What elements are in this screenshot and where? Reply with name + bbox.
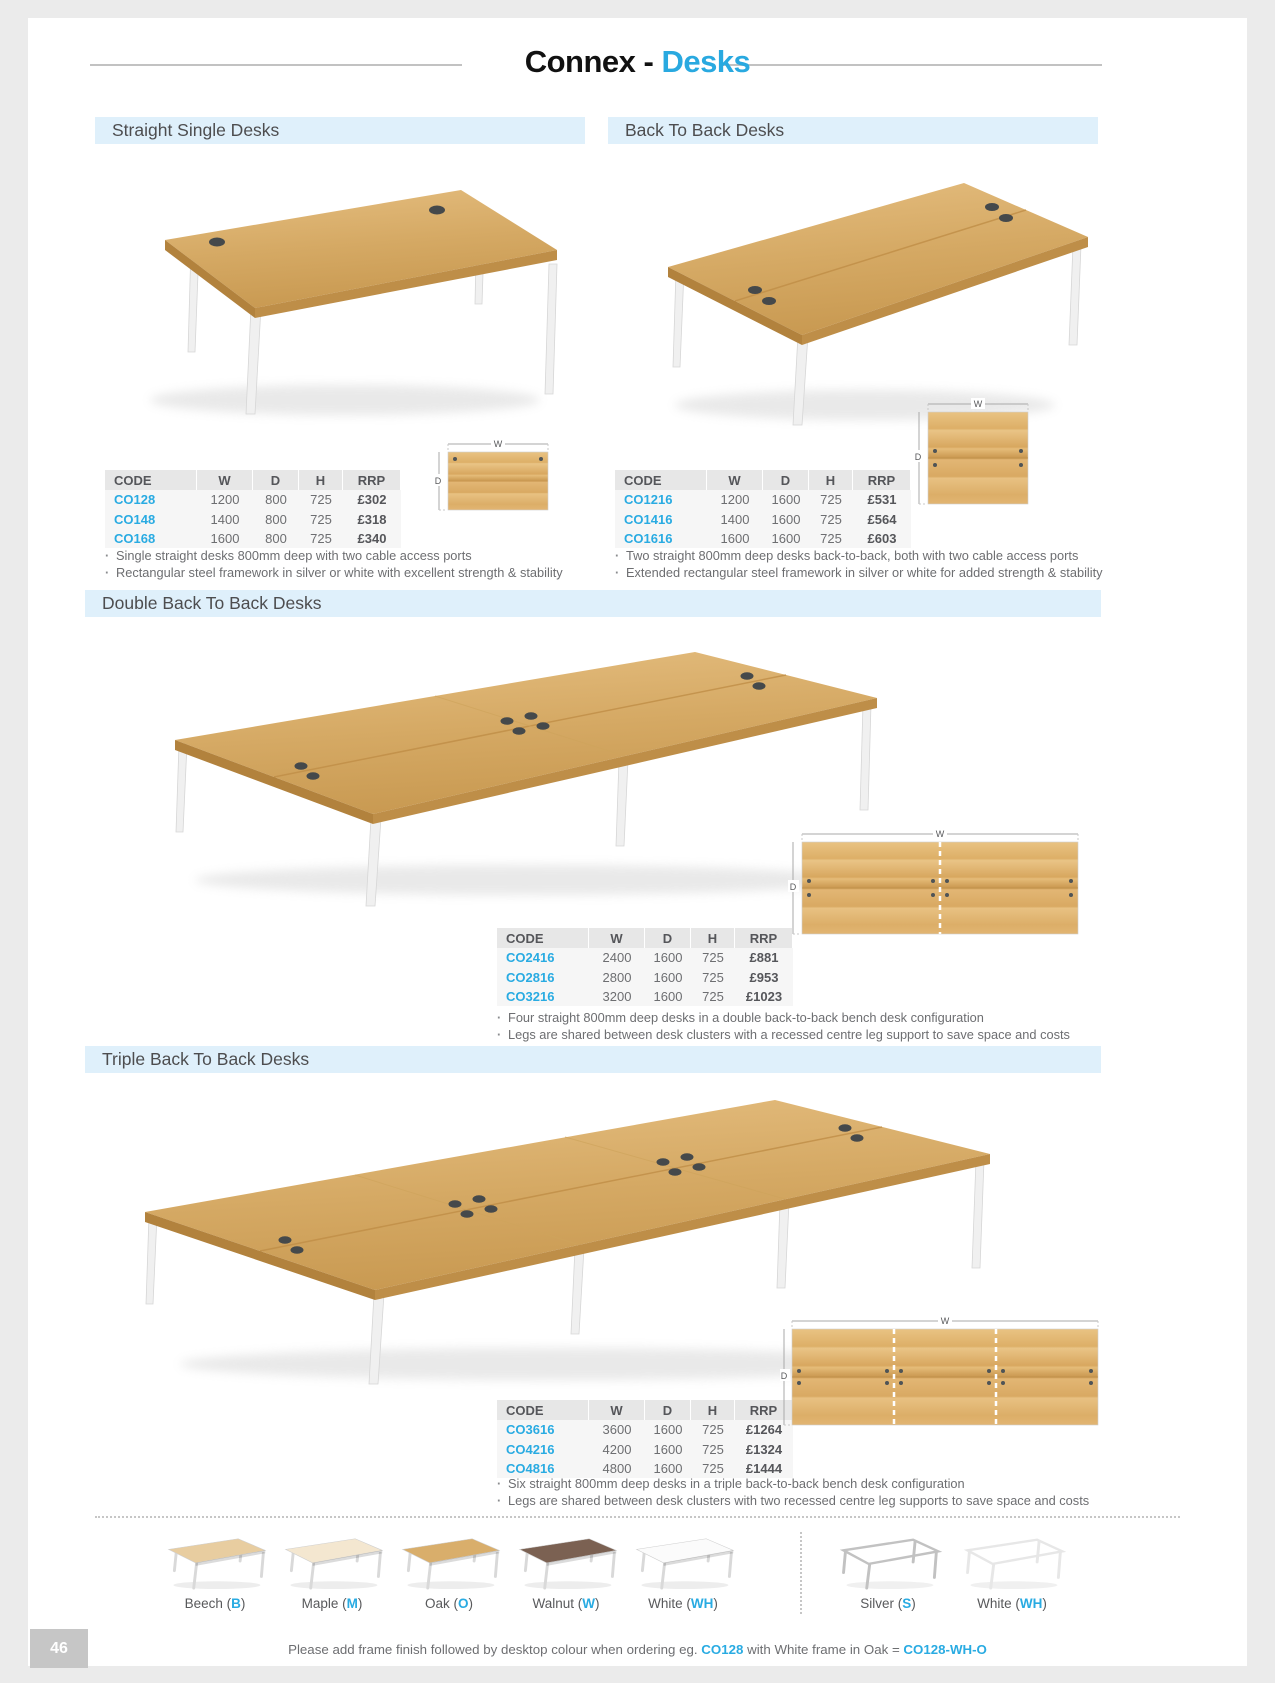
frame-thumbnail [830,1530,946,1592]
rrp-value: £1324 [745,1441,783,1457]
product-code: CO1216 [624,492,673,507]
bullet-item: · Two straight 800mm deep desks back-to-back, both with two cable access ports [613,548,1133,565]
height-value: 725 [310,531,332,546]
width-value: 1600 [720,531,750,546]
height-value: 725 [310,492,332,507]
column-header-w: W [589,928,645,948]
rrp-value: £318 [357,511,387,527]
page-title-accent: Desks [661,44,751,79]
d-dimension-label: D [434,476,442,486]
product-code: CO3616 [506,1422,555,1437]
table-row [105,490,401,510]
depth-value: 1600 [771,511,801,527]
width-value: 1400 [720,511,750,527]
column-header-h: H [691,1400,735,1420]
rrp-value: £1023 [745,989,783,1004]
column-header-code: CODE [105,470,197,490]
product-code: CO3216 [506,989,555,1004]
table-header-row [497,928,793,948]
width-value: 1200 [210,492,240,507]
w-dimension-label: W [973,399,983,409]
finish-swatch-walnut [508,1530,624,1611]
column-header-rrp: RRP [735,928,793,948]
straight-desk-illustration [105,152,565,427]
product-code: CO4816 [506,1461,555,1476]
depth-value: 1600 [771,492,801,507]
desk-thumbnail [274,1530,390,1592]
width-value: 1600 [210,531,240,546]
height-value: 725 [702,969,724,985]
column-header-code: CODE [615,470,707,490]
column-header-code: CODE [497,1400,589,1420]
double-bullets [495,1010,1105,1043]
product-code: CO2816 [506,969,555,985]
section-heading-double: Double Back To Back Desks [85,590,1101,617]
column-header-rrp: RRP [735,1400,793,1420]
finish-label: Silver (S) [860,1596,916,1611]
straight-desk-bullets [103,548,613,581]
section-heading-straight: Straight Single Desks [95,117,585,144]
frame-thumbnail [954,1530,1070,1592]
depth-value: 1600 [653,1441,683,1457]
width-value: 4200 [602,1441,632,1457]
double-dimension-diagram [788,828,1084,940]
back-to-back-dimension-diagram [912,398,1030,510]
width-value: 2400 [602,950,632,965]
finish-label: Beech (B) [184,1596,246,1611]
triple-back-to-back-table [497,1400,793,1478]
w-dimension-label: W [940,1316,950,1326]
w-dimension-label: W [493,439,503,449]
table-row [497,1439,793,1459]
width-value: 4800 [602,1461,632,1476]
width-value: 1400 [210,511,240,527]
table-row [105,509,401,529]
back-to-back-desks-table [615,470,911,548]
straight-desks-table [105,470,401,548]
section-heading-back-to-back: Back To Back Desks [608,117,1098,144]
height-value: 725 [702,1461,724,1476]
width-value: 3200 [602,989,632,1004]
triple-bullets [495,1476,1135,1509]
back-to-back-desk-illustration [640,145,1090,435]
table-row [497,987,793,1007]
rrp-value: £531 [867,492,897,507]
height-value: 725 [820,531,842,546]
example-full-code: CO128-WH-O [903,1642,987,1657]
finish-label: Oak (O) [424,1596,474,1611]
height-value: 725 [702,1441,724,1457]
depth-value: 1600 [653,1461,683,1476]
bullet-item: · Legs are shared between desk clusters with two recessed centre leg supports to save space and costs [495,1493,1135,1510]
column-header-w: W [707,470,763,490]
finish-label: Walnut (W) [532,1596,600,1611]
product-code: CO128 [114,492,156,507]
desk-thumbnail [625,1530,741,1592]
rrp-value: £881 [749,950,779,965]
rrp-value: £302 [357,492,387,507]
bullet-item: · Six straight 800mm deep desks in a triple back-to-back bench desk configuration [495,1476,1135,1493]
height-value: 725 [310,511,332,527]
table-row [615,509,911,529]
rrp-value: £1264 [745,1422,783,1437]
table-header-row [615,470,911,490]
desk-thumbnail [508,1530,624,1592]
bullet-item: · Extended rectangular steel framework in silver or white for added strength & stability [613,565,1133,582]
table-header-row [105,470,401,490]
column-header-d: D [645,1400,691,1420]
page-number-badge: 46 [30,1629,88,1668]
width-value: 3600 [602,1422,632,1437]
height-value: 725 [702,989,724,1004]
product-code: CO148 [114,511,156,527]
finish-frame-divider [800,1532,802,1614]
d-dimension-label: D [780,1371,788,1381]
desk-thumbnail [391,1530,507,1592]
width-value: 1200 [720,492,750,507]
depth-value: 1600 [653,989,683,1004]
product-code: CO1616 [624,531,673,546]
finishes-divider [95,1516,1180,1518]
section-heading-triple: Triple Back To Back Desks [85,1046,1101,1073]
rrp-value: £564 [867,511,897,527]
frame-swatch-white [954,1530,1070,1611]
bullet-item: · Single straight desks 800mm deep with two cable access ports [103,548,613,565]
column-header-w: W [197,470,253,490]
back-to-back-bullets [613,548,1133,581]
finish-swatch-beech [157,1530,273,1611]
table-row [615,529,911,549]
column-header-d: D [763,470,809,490]
table-row [105,529,401,549]
bullet-item: · Rectangular steel framework in silver or white with excellent strength & stability [103,565,613,582]
table-header-row [497,1400,793,1420]
product-code: CO4216 [506,1441,555,1457]
column-header-d: D [645,928,691,948]
rrp-value: £1444 [745,1461,783,1476]
table-row [615,490,911,510]
finish-label: White (WH) [977,1596,1047,1611]
height-value: 725 [820,511,842,527]
column-header-code: CODE [497,928,589,948]
column-header-rrp: RRP [853,470,911,490]
rrp-value: £953 [749,969,779,985]
finish-label: Maple (M) [301,1596,363,1611]
finish-label: White (WH) [648,1596,718,1611]
product-code: CO168 [114,531,156,546]
table-row [497,967,793,987]
column-header-h: H [299,470,343,490]
depth-value: 1600 [653,1422,683,1437]
frame-swatch-silver [830,1530,946,1611]
column-header-d: D [253,470,299,490]
triple-dimension-diagram [780,1315,1105,1433]
table-row [497,948,793,968]
depth-value: 800 [265,492,287,507]
ordering-note: Please add frame finish followed by desktop colour when ordering eg. CO128 with White frame in Oak = CO128-WH-O [288,1642,987,1657]
page-title-main: Connex - [524,44,662,79]
depth-value: 800 [265,511,287,527]
finish-swatch-white [625,1530,741,1611]
d-dimension-label: D [914,452,922,462]
depth-value: 1600 [653,950,683,965]
product-code: CO2416 [506,950,555,965]
depth-value: 1600 [771,531,801,546]
bullet-item: · Four straight 800mm deep desks in a double back-to-back bench desk configuration [495,1010,1105,1027]
width-value: 2800 [602,969,632,985]
double-back-to-back-table [497,928,793,1006]
finish-swatch-maple [274,1530,390,1611]
d-dimension-label: D [789,882,797,892]
height-value: 725 [702,1422,724,1437]
desk-thumbnail [157,1530,273,1592]
rrp-value: £603 [867,531,897,546]
height-value: 725 [820,492,842,507]
height-value: 725 [702,950,724,965]
page-title [0,44,1275,80]
rrp-value: £340 [357,531,387,546]
column-header-h: H [809,470,853,490]
depth-value: 800 [265,531,287,546]
w-dimension-label: W [935,829,945,839]
column-header-w: W [589,1400,645,1420]
product-code: CO1416 [624,511,673,527]
depth-value: 1600 [653,969,683,985]
example-code: CO128 [701,1642,744,1657]
column-header-h: H [691,928,735,948]
finish-swatch-oak [391,1530,507,1611]
table-row [497,1420,793,1440]
bullet-item: · Legs are shared between desk clusters with a recessed centre leg support to save space and costs [495,1027,1105,1044]
straight-desk-dimension-diagram [432,438,550,516]
column-header-rrp: RRP [343,470,401,490]
